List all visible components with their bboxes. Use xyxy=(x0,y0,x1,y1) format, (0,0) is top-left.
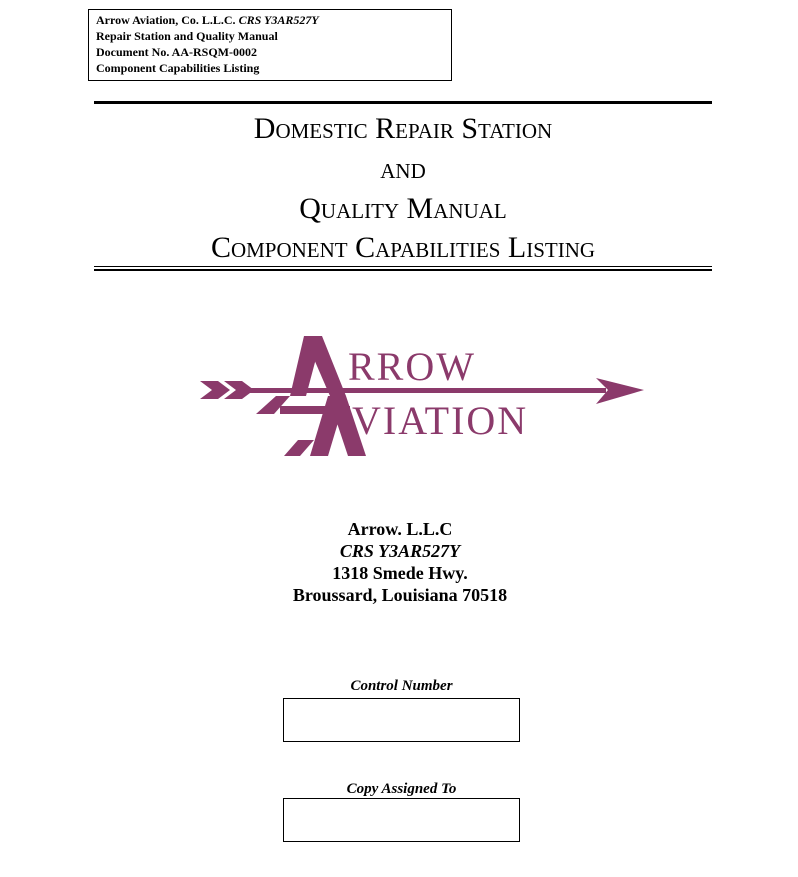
arrow-fletching-icon xyxy=(200,381,230,399)
header-line-listing: Component Capabilities Listing xyxy=(96,61,260,75)
title-line-1: Domestic Repair Station xyxy=(253,112,553,145)
logo-text-aviation: VIATION xyxy=(352,398,529,443)
title-line-2: and xyxy=(380,152,426,185)
title-bottom-rule xyxy=(94,266,712,267)
header-company-text: Arrow Aviation, Co. L.L.C. xyxy=(96,13,239,27)
control-number-field[interactable] xyxy=(283,698,520,742)
header-line-company xyxy=(96,12,444,28)
arrow-aviation-logo xyxy=(196,336,666,462)
company-street: 1318 Smede Hwy. xyxy=(332,563,468,583)
header-crs-number: CRS Y3AR527Y xyxy=(238,13,319,27)
logo-text-arrow: RROW xyxy=(348,344,476,389)
document-header-box xyxy=(88,9,452,81)
title-line-4: Component Capabilities Listing xyxy=(210,231,596,264)
company-crs-number: CRS Y3AR527Y xyxy=(339,541,461,561)
header-line-document-number: Document No. AA-RSQM-0002 xyxy=(96,45,257,59)
control-number-label: Control Number xyxy=(350,678,453,694)
company-name: Arrow. L.L.C xyxy=(347,519,453,539)
header-line-manual: Repair Station and Quality Manual xyxy=(96,29,278,43)
copy-assigned-field[interactable] xyxy=(283,798,520,842)
copy-assigned-label: Copy Assigned To xyxy=(346,781,457,797)
title-line-3: Quality Manual xyxy=(299,192,507,225)
title-bottom-rule-thick xyxy=(94,269,712,271)
company-city: Broussard, Louisiana 70518 xyxy=(292,585,508,605)
title-top-rule xyxy=(94,101,712,104)
